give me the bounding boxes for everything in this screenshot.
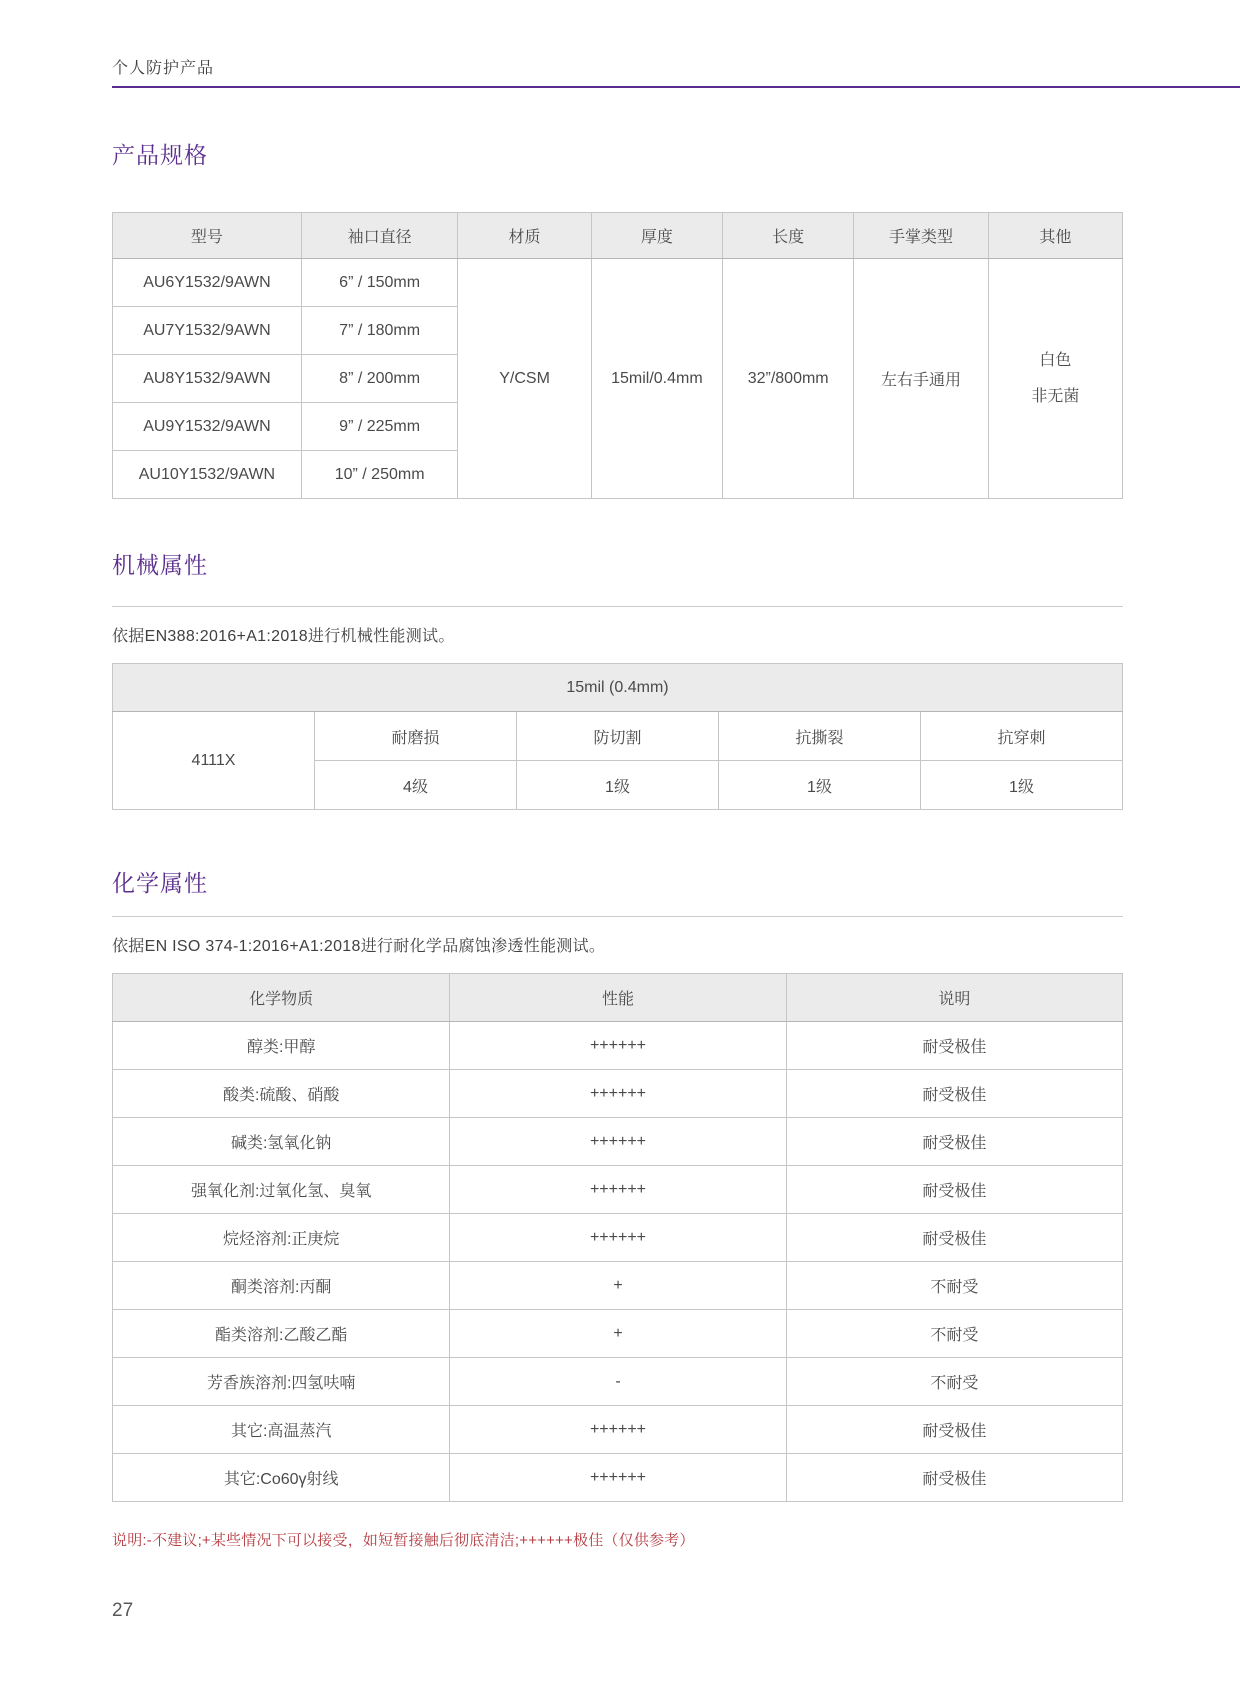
mechanical-intro-text: 依据EN388:2016+A1:2018进行机械性能测试。 <box>112 628 455 645</box>
rating-footnote: 说明:-不建议;+某些情况下可以接受，如短暂接触后彻底清洁;++++++极佳（仅供参考） <box>112 1532 695 1549</box>
column-header-other: 其他 <box>988 213 1122 259</box>
section-divider <box>112 606 1123 607</box>
description-cell: 不耐受 <box>786 1262 1122 1310</box>
chemical-cell: 其它:高温蒸汽 <box>113 1406 450 1454</box>
metric-cell: 防切割 <box>517 712 719 761</box>
cuff-cell: 10” / 250mm <box>301 451 458 499</box>
description-cell: 耐受极佳 <box>786 1454 1122 1502</box>
performance-cell: ++++++ <box>450 1022 786 1070</box>
table-row <box>113 1262 1123 1310</box>
table-row <box>113 1310 1123 1358</box>
model-cell: AU8Y1532/9AWN <box>113 355 302 403</box>
chemical-cell: 强氧化剂:过氧化氢、臭氧 <box>113 1166 450 1214</box>
column-header-material: 材质 <box>458 213 591 259</box>
level-cell: 1级 <box>719 761 921 810</box>
table-row <box>113 1022 1123 1070</box>
column-header-model: 型号 <box>113 213 302 259</box>
model-cell: AU10Y1532/9AWN <box>113 451 302 499</box>
metric-cell: 耐磨损 <box>315 712 517 761</box>
performance-cell: ++++++ <box>450 1118 786 1166</box>
material-cell: Y/CSM <box>458 259 591 499</box>
length-cell: 32”/800mm <box>723 259 854 499</box>
performance-cell: ++++++ <box>450 1214 786 1262</box>
product-spec-table <box>112 212 1123 499</box>
table-row <box>113 1118 1123 1166</box>
chemical-cell: 醇类:甲醇 <box>113 1022 450 1070</box>
section-title-spec: 产品规格 <box>112 142 208 168</box>
column-header-description: 说明 <box>786 974 1122 1022</box>
chemical-cell: 烷烃溶剂:正庚烷 <box>113 1214 450 1262</box>
performance-cell: ++++++ <box>450 1406 786 1454</box>
level-cell: 4级 <box>315 761 517 810</box>
description-cell: 耐受极佳 <box>786 1070 1122 1118</box>
table-row <box>113 1358 1123 1406</box>
breadcrumb: 个人防护产品 <box>112 60 215 77</box>
chemical-cell: 其它:Co60γ射线 <box>113 1454 450 1502</box>
chemical-cell: 芳香族溶剂:四氢呋喃 <box>113 1358 450 1406</box>
section-title-chemical: 化学属性 <box>112 870 208 896</box>
table-header-row <box>113 974 1123 1022</box>
palm-cell: 左右手通用 <box>854 259 988 499</box>
table-row <box>113 1214 1123 1262</box>
level-cell: 1级 <box>517 761 719 810</box>
other-cell <box>988 259 1122 499</box>
model-cell: AU6Y1532/9AWN <box>113 259 302 307</box>
other-color: 白色 <box>1039 351 1072 369</box>
page-number: 27 <box>112 1600 134 1621</box>
performance-cell: ++++++ <box>450 1166 786 1214</box>
table-row <box>113 259 1123 307</box>
table-header-row <box>113 213 1123 259</box>
other-sterility: 非无菌 <box>1031 387 1080 405</box>
description-cell: 耐受极佳 <box>786 1166 1122 1214</box>
description-cell: 不耐受 <box>786 1310 1122 1358</box>
description-cell: 不耐受 <box>786 1358 1122 1406</box>
performance-cell: ++++++ <box>450 1070 786 1118</box>
chemical-cell: 酮类溶剂:丙酮 <box>113 1262 450 1310</box>
en388-code-cell: 4111X <box>113 712 315 810</box>
column-header-length: 长度 <box>723 213 854 259</box>
column-header-performance: 性能 <box>450 974 786 1022</box>
model-cell: AU7Y1532/9AWN <box>113 307 302 355</box>
model-cell: AU9Y1532/9AWN <box>113 403 302 451</box>
performance-cell: + <box>450 1310 786 1358</box>
column-header-chemical: 化学物质 <box>113 974 450 1022</box>
header-rule <box>112 86 1240 88</box>
description-cell: 耐受极佳 <box>786 1406 1122 1454</box>
cuff-cell: 9” / 225mm <box>301 403 458 451</box>
metric-cell: 抗穿刺 <box>921 712 1123 761</box>
table-row <box>113 1070 1123 1118</box>
table-row <box>113 1454 1123 1502</box>
metric-cell: 抗撕裂 <box>719 712 921 761</box>
section-title-mechanical: 机械属性 <box>112 552 208 578</box>
thickness-header: 15mil (0.4mm) <box>113 664 1123 712</box>
column-header-thickness: 厚度 <box>591 213 722 259</box>
cuff-cell: 6” / 150mm <box>301 259 458 307</box>
thickness-cell: 15mil/0.4mm <box>591 259 722 499</box>
chemical-intro-text: 依据EN ISO 374-1:2016+A1:2018进行耐化学品腐蚀渗透性能测试。 <box>112 938 606 955</box>
cuff-cell: 7” / 180mm <box>301 307 458 355</box>
performance-cell: + <box>450 1262 786 1310</box>
performance-cell: ++++++ <box>450 1454 786 1502</box>
chemical-cell: 酯类溶剂:乙酸乙酯 <box>113 1310 450 1358</box>
section-divider <box>112 916 1123 917</box>
mechanical-table <box>112 663 1123 810</box>
cuff-cell: 8” / 200mm <box>301 355 458 403</box>
column-header-palm: 手掌类型 <box>854 213 988 259</box>
description-cell: 耐受极佳 <box>786 1022 1122 1070</box>
table-header-row <box>113 664 1123 712</box>
performance-cell: - <box>450 1358 786 1406</box>
column-header-cuff: 袖口直径 <box>301 213 458 259</box>
chemical-cell: 酸类:硫酸、硝酸 <box>113 1070 450 1118</box>
chemical-table <box>112 973 1123 1502</box>
table-row <box>113 1166 1123 1214</box>
description-cell: 耐受极佳 <box>786 1118 1122 1166</box>
table-row <box>113 1406 1123 1454</box>
level-cell: 1级 <box>921 761 1123 810</box>
table-row <box>113 712 1123 761</box>
chemical-cell: 碱类:氢氧化钠 <box>113 1118 450 1166</box>
description-cell: 耐受极佳 <box>786 1214 1122 1262</box>
